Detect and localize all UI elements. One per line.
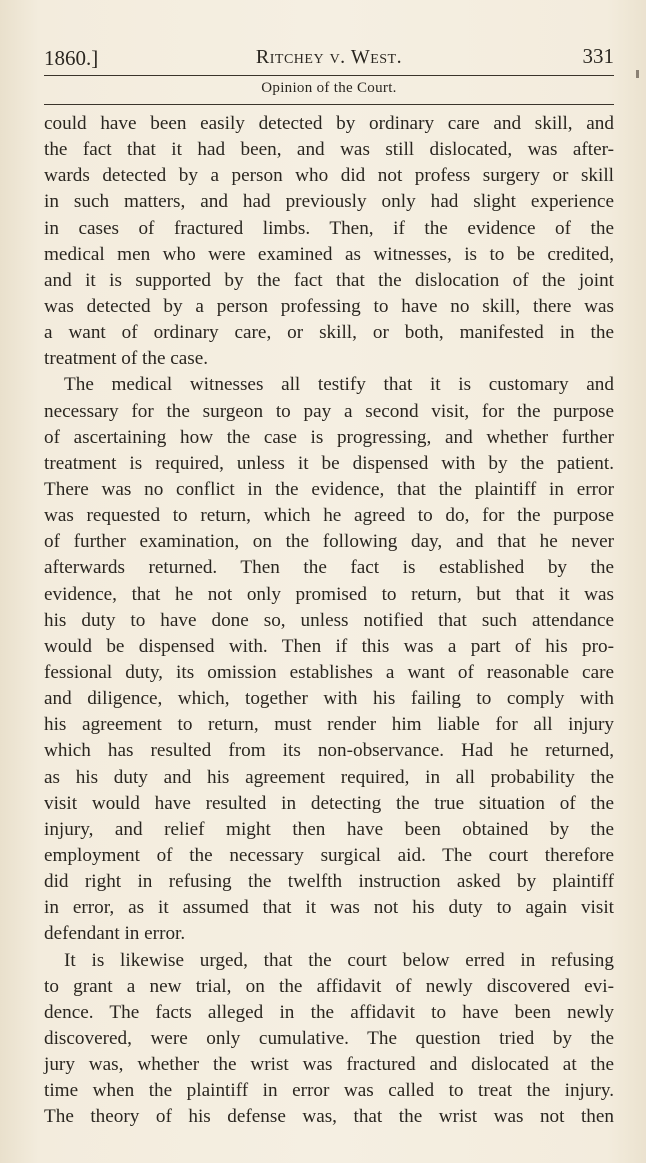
margin-mark xyxy=(636,70,639,78)
text-line: his duty to have done so, unless notified that such attendance xyxy=(44,609,614,631)
text-line: in error, as it assumed that it was not his duty to again visit xyxy=(44,897,614,919)
paragraph xyxy=(44,948,614,1131)
text-line: visit would have resulted in detecting the true situation of the xyxy=(44,792,614,814)
text-line: was requested to return, which he agreed to do, for the purpose xyxy=(44,505,614,527)
header-rule-top xyxy=(44,75,614,76)
text-line: his agreement to return, must render him liable for all injury xyxy=(44,714,614,736)
text-line: employment of the necessary surgical aid. The court therefore xyxy=(44,844,614,866)
text-line: of ascertaining how the case is progressing, and whether further xyxy=(44,426,614,448)
text-line: did right in refusing the twelfth instruction asked by plaintiff xyxy=(44,871,614,893)
text-line: The theory of his defense was, that the wrist was not then xyxy=(44,1106,614,1128)
paragraph xyxy=(44,372,614,947)
text-line: jury was, whether the wrist was fractured and dislocated at the xyxy=(44,1054,614,1076)
text-line: defendant in error. xyxy=(44,923,186,945)
paragraph xyxy=(44,111,614,372)
text-line: discovered, were only cumulative. The question tried by the xyxy=(44,1027,614,1049)
section-heading: Opinion of the Court. xyxy=(261,80,397,96)
text-line: fessional duty, its omission establishes a want of reasonable care xyxy=(44,661,614,683)
header-year: 1860.] xyxy=(44,46,99,70)
text-line: in cases of fractured limbs. Then, if the evidence of the xyxy=(44,217,614,239)
opinion-text xyxy=(44,111,614,1130)
text-line: medical men who were examined as witnesses, is to be credited, xyxy=(44,243,614,265)
page-number: 331 xyxy=(582,44,614,68)
text-line: and diligence, which, together with his failing to comply with xyxy=(44,688,614,710)
text-line: dence. The facts alleged in the affidavit to have been newly xyxy=(44,1001,614,1023)
case-title: Ritchey v. West. xyxy=(255,46,403,68)
text-line: It is likewise urged, that the court below erred in refusing xyxy=(64,949,614,971)
text-line: and it is supported by the fact that the dislocation of the joint xyxy=(44,269,614,291)
header-rule-bottom xyxy=(44,104,614,105)
text-line: time when the plaintiff in error was called to treat the injury. xyxy=(44,1080,614,1102)
text-line: The medical witnesses all testify that it is customary and xyxy=(64,374,614,396)
text-line: afterwards returned. Then the fact is established by the xyxy=(44,557,614,579)
text-line: could have been easily detected by ordinary care and skill, and xyxy=(44,113,614,134)
text-line: There was no conflict in the evidence, that the plaintiff in error xyxy=(44,478,614,500)
text-line: a want of ordinary care, or skill, or both, manifested in the xyxy=(44,322,614,344)
text-line: to grant a new trial, on the affidavit of newly discovered evi- xyxy=(44,975,614,997)
text-line: the fact that it had been, and was still dislocated, was after- xyxy=(44,139,614,161)
text-line: which has resulted from its non-observance. Had he returned, xyxy=(44,740,614,762)
text-line: treatment of the case. xyxy=(44,348,209,370)
text-line: as his duty and his agreement required, in all probability the xyxy=(44,766,614,788)
text-line: was detected by a person professing to have no skill, there was xyxy=(44,295,614,317)
running-head xyxy=(44,40,614,70)
text-line: evidence, that he not only promised to return, but that it was xyxy=(44,583,614,605)
text-line: in such matters, and had previously only had slight experience xyxy=(44,191,614,213)
text-line: would be dispensed with. Then if this was a part of his pro- xyxy=(44,635,614,657)
text-line: wards detected by a person who did not profess surgery or skill xyxy=(44,165,614,187)
text-line: treatment is required, unless it be dispensed with by the patient. xyxy=(44,452,614,474)
text-line: necessary for the surgeon to pay a second visit, for the purpose xyxy=(44,400,614,422)
text-line: injury, and relief might then have been obtained by the xyxy=(44,818,614,840)
text-line: of further examination, on the following day, and that he never xyxy=(44,531,614,553)
